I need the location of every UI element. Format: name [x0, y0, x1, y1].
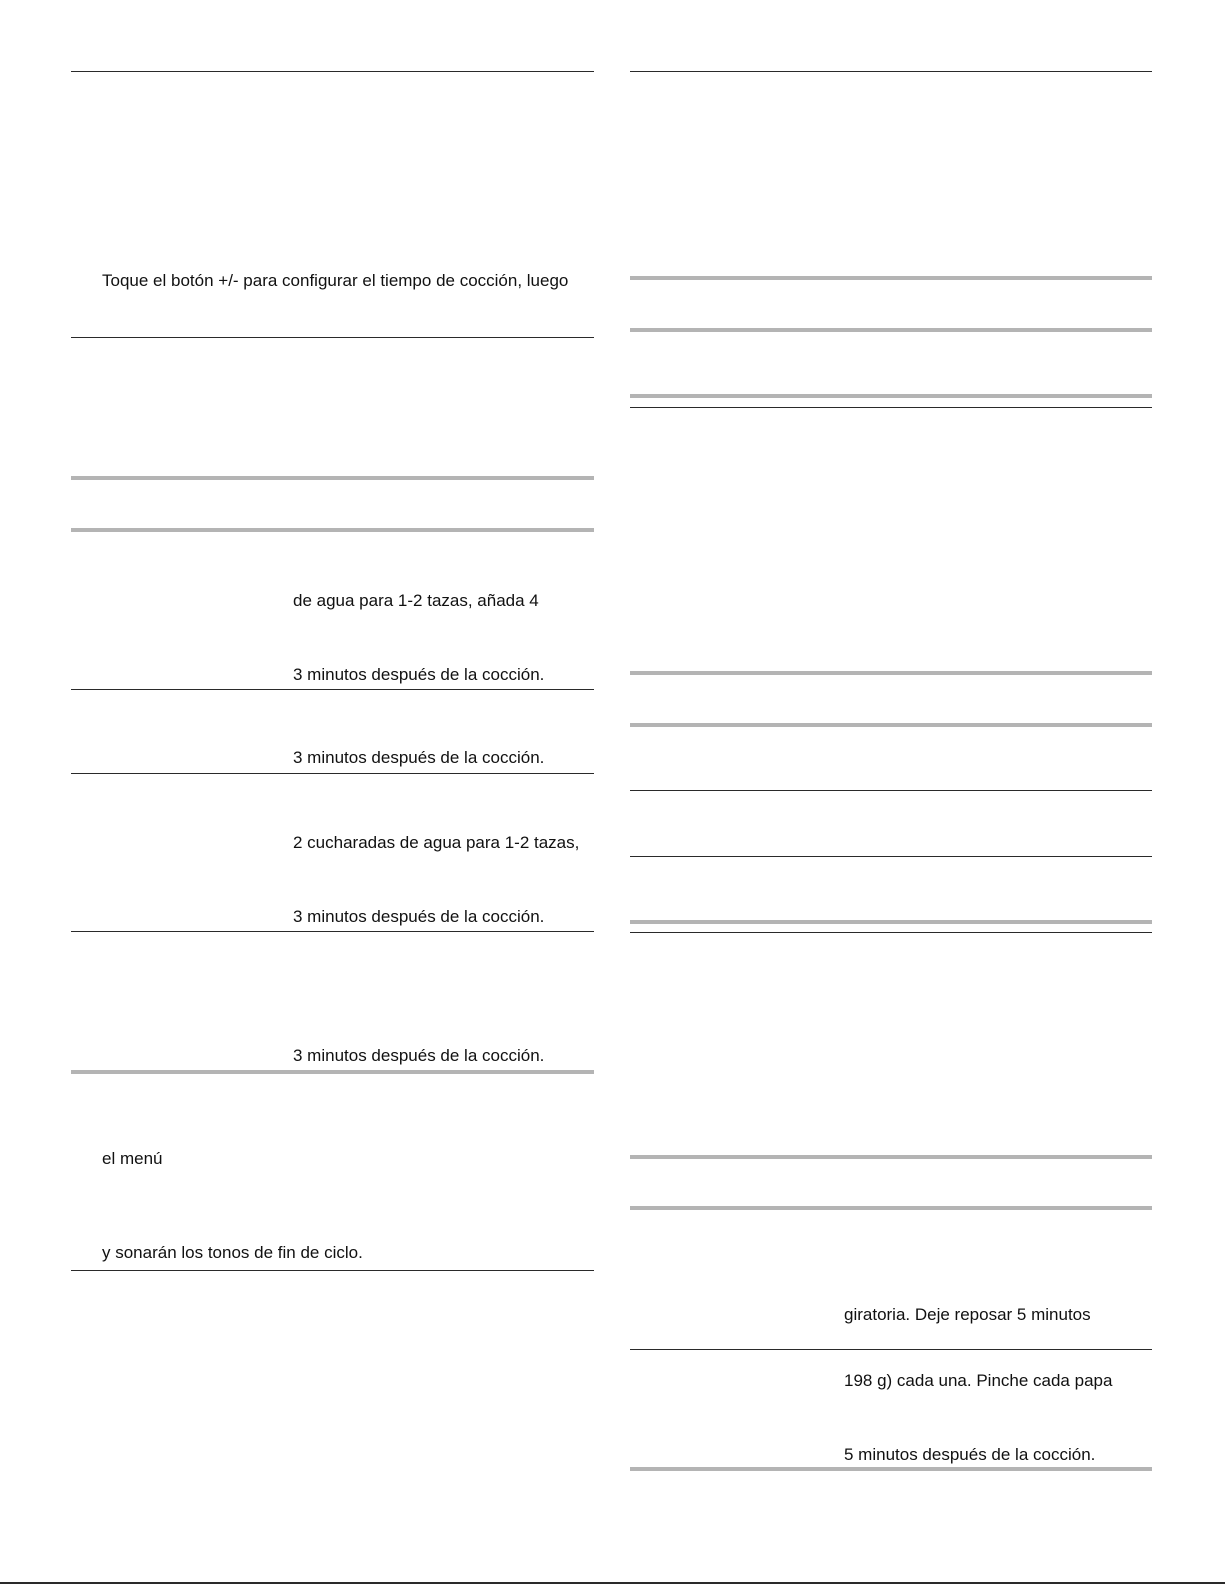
divider — [630, 1349, 1152, 1350]
divider — [630, 328, 1152, 332]
divider — [630, 1206, 1152, 1210]
text-line: 2 cucharadas de agua para 1-2 tazas, — [293, 833, 580, 852]
divider — [71, 1070, 594, 1074]
text-line: de agua para 1-2 tazas, añada 4 — [293, 591, 539, 610]
divider — [630, 856, 1152, 857]
divider — [71, 337, 594, 338]
divider — [630, 71, 1152, 72]
text-line: 3 minutos después de la cocción. — [293, 748, 545, 767]
divider — [71, 931, 594, 932]
page-bottom-rule — [0, 1582, 1225, 1584]
divider — [71, 528, 594, 532]
divider — [630, 1467, 1152, 1471]
text-line: 5 minutos después de la cocción. — [844, 1445, 1096, 1464]
text-line: Toque el botón +/- para configurar el tiempo de cocción, luego — [102, 271, 569, 290]
divider — [71, 773, 594, 774]
divider — [630, 1155, 1152, 1159]
divider — [630, 407, 1152, 408]
divider — [630, 790, 1152, 791]
divider — [71, 476, 594, 480]
text-line: el menú — [102, 1149, 163, 1168]
right-column — [630, 0, 1152, 1585]
divider — [630, 932, 1152, 933]
text-line: 3 minutos después de la cocción. — [293, 665, 545, 684]
divider — [630, 723, 1152, 727]
divider — [630, 276, 1152, 280]
text-line: giratoria. Deje reposar 5 minutos — [844, 1305, 1091, 1324]
divider — [71, 689, 594, 690]
divider — [71, 1270, 594, 1271]
divider — [630, 671, 1152, 675]
divider — [630, 920, 1152, 924]
text-line: 198 g) cada una. Pinche cada papa — [844, 1371, 1113, 1390]
text-line: y sonarán los tonos de fin de ciclo. — [102, 1243, 363, 1262]
text-line: 3 minutos después de la cocción. — [293, 1046, 545, 1065]
divider — [630, 394, 1152, 398]
left-column — [71, 0, 594, 1585]
text-line: 3 minutos después de la cocción. — [293, 907, 545, 926]
divider — [71, 71, 594, 72]
